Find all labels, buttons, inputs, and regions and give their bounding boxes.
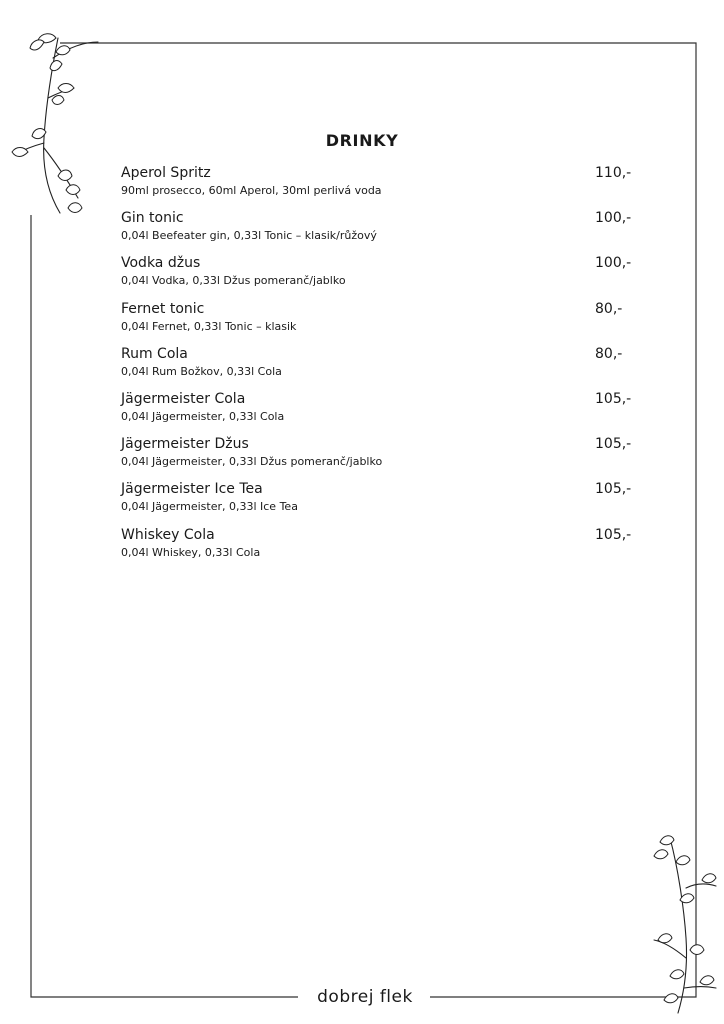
drink-description: 0,04l Whiskey, 0,33l Cola — [121, 545, 261, 559]
vine-bottom-right-icon — [640, 828, 724, 1018]
drink-description: 0,04l Jägermeister, 0,33l Cola — [121, 409, 285, 423]
drink-price: 105,- — [595, 526, 632, 543]
drink-description: 0,04l Rum Božkov, 0,33l Cola — [121, 364, 282, 378]
drink-name: Aperol Spritz — [121, 165, 211, 181]
drink-name: Jägermeister Džus — [121, 436, 249, 453]
drink-price: 80,- — [595, 300, 623, 317]
drink-description: 0,04l Vodka, 0,33l Džus pomeranč/jablko — [121, 274, 346, 288]
drink-name: Rum Cola — [121, 345, 188, 362]
drink-price: 105,- — [595, 436, 632, 453]
drink-price: 105,- — [595, 390, 632, 407]
drink-price: 80,- — [595, 345, 623, 362]
drink-menu-list — [121, 165, 641, 572]
drink-name: Gin tonic — [121, 210, 184, 227]
list-item — [121, 391, 641, 436]
list-item — [121, 165, 641, 210]
list-item — [121, 436, 641, 481]
list-item — [121, 481, 641, 526]
list-item — [121, 346, 641, 391]
footer-brand: dobrej flek — [300, 985, 430, 1009]
list-item — [121, 210, 641, 255]
list-item — [121, 301, 641, 346]
drink-description: 0,04l Jägermeister, 0,33l Ice Tea — [121, 500, 298, 514]
drink-name: Jägermeister Ice Tea — [121, 481, 263, 498]
vine-top-left-icon — [8, 28, 118, 223]
drink-price: 110,- — [595, 165, 632, 181]
drink-name: Jägermeister Cola — [121, 390, 246, 407]
drink-price: 100,- — [595, 255, 632, 272]
page-title: DRINKY — [325, 131, 399, 150]
drink-description: 0,04l Beefeater gin, 0,33l Tonic – klasik/růžový — [121, 229, 377, 243]
drink-name: Fernet tonic — [121, 300, 205, 317]
drink-price: 105,- — [595, 481, 632, 498]
drink-description: 0,04l Jägermeister, 0,33l Džus pomeranč/jablko — [121, 455, 383, 469]
list-item — [121, 527, 641, 572]
drink-description: 0,04l Fernet, 0,33l Tonic – klasik — [121, 319, 297, 333]
drink-name: Vodka džus — [121, 255, 201, 272]
list-item — [121, 255, 641, 300]
drink-name: Whiskey Cola — [121, 526, 215, 543]
drink-description: 90ml prosecco, 60ml Aperol, 30ml perlivá voda — [121, 184, 382, 197]
drink-price: 100,- — [595, 210, 632, 227]
